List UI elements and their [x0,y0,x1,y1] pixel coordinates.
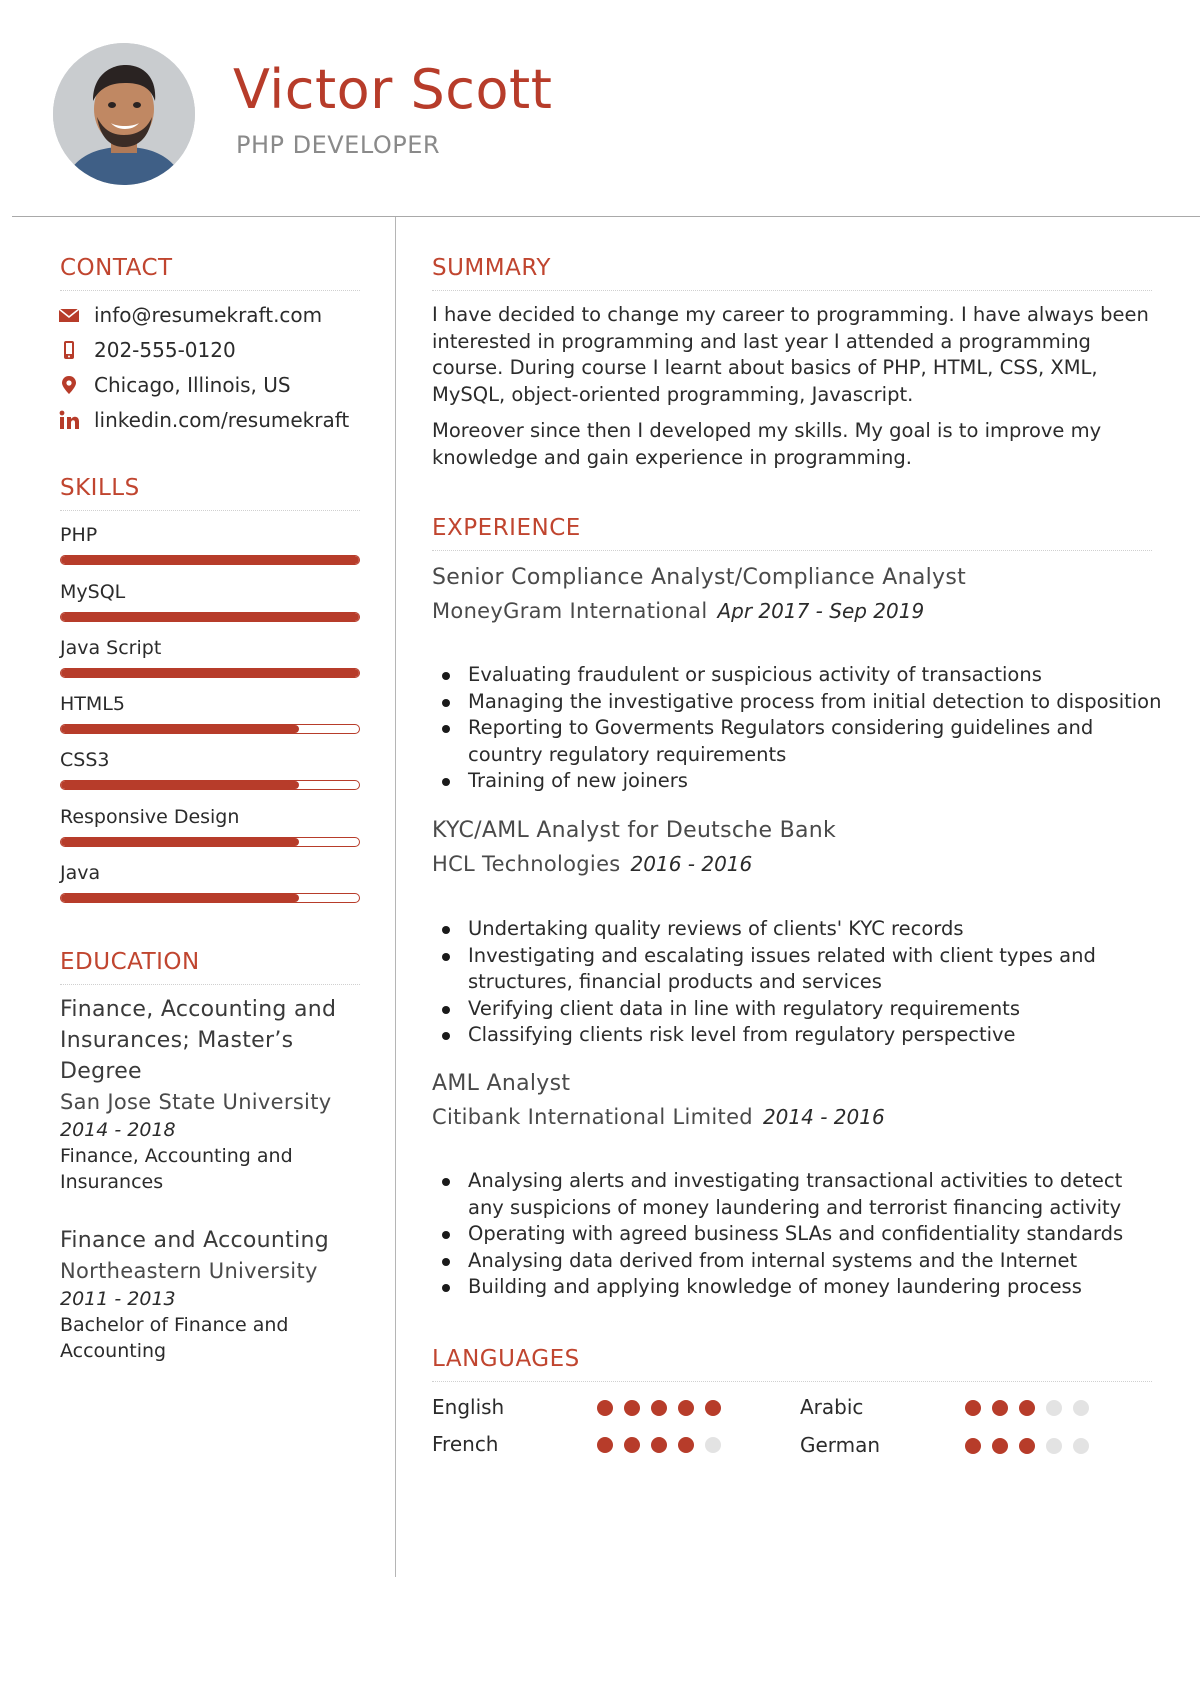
job-bullets [432,662,1162,795]
job-bullet: Analysing alerts and investigating transactional activities to detect any suspicions of money laundering and terrorist financing activity [432,1168,1162,1221]
rating-dot [624,1400,640,1416]
rating-dot [678,1400,694,1416]
skill-label: Java [60,862,101,884]
skills-heading: SKILLS [60,475,140,501]
rating-dot [624,1437,640,1453]
contact-phone-text: 202-555-0120 [94,338,236,362]
contact-email[interactable] [58,300,378,330]
language-name: French [432,1432,499,1456]
rating-dot [597,1437,613,1453]
rating-dot [651,1400,667,1416]
skill-bar [60,724,360,734]
skills-rule [60,510,360,511]
rating-dot [1019,1438,1035,1454]
contact-location-text: Chicago, Illinois, US [94,373,291,397]
skill-bar-fill [61,556,359,564]
education-description: Bachelor of Finance and Accounting [60,1314,289,1362]
skill-label: PHP [60,524,98,546]
job-bullet: Investigating and escalating issues related with client types and structures, financial products and services [432,943,1162,996]
rating-dot [1046,1400,1062,1416]
job-title: Senior Compliance Analyst/Compliance Analyst [432,565,967,590]
rating-dot [965,1400,981,1416]
education-description: Finance, Accounting and Insurances [60,1145,293,1193]
skill-bar [60,780,360,790]
phone-icon [58,340,80,360]
job-bullets [432,1168,1162,1301]
education-degree: Finance and Accounting [60,1228,329,1253]
job-dates: 2016 - 2016 [630,852,753,876]
job-bullet: Undertaking quality reviews of clients' KYC records [432,916,1162,943]
skill-item [60,580,360,630]
language-rating [965,1438,1100,1454]
language-item [800,1392,1140,1422]
skill-bar [60,555,360,565]
rating-dot [1073,1400,1089,1416]
skill-item [60,805,360,855]
language-name: English [432,1395,505,1419]
skill-item [60,523,360,573]
contact-email-text: info@resumekraft.com [94,303,323,327]
job-company-name: Citibank International Limited [432,1105,753,1129]
job-company [432,850,752,878]
education-rule [60,984,360,985]
skill-item [60,636,360,686]
job-bullet: Verifying client data in line with regulatory requirements [432,996,1162,1023]
profile-photo [53,43,195,185]
job-company-name: MoneyGram International [432,599,708,623]
education-heading: EDUCATION [60,949,200,975]
languages-rule [432,1381,1152,1382]
skill-item [60,692,360,742]
job-title: KYC/AML Analyst for Deutsche Bank [432,818,837,843]
experience-rule [432,550,1152,551]
summary-paragraph: I have decided to change my career to programming. I have always been interested in programming and last year I attended a programming course. During course I learnt about basics of PHP, HTML, CSS, XML, MySQL, object-oriented programming, Javascript. [432,303,1149,406]
education-degree: Finance, Accounting and Insurances; Master’s Degree [60,997,337,1084]
contact-rule [60,290,360,291]
language-item [800,1430,1140,1460]
skill-bar-fill [61,669,359,677]
job-company [432,597,924,625]
email-icon [58,305,80,325]
job-bullet: Operating with agreed business SLAs and confidentiality standards [432,1221,1162,1248]
job-dates: 2014 - 2016 [762,1105,885,1129]
skill-item [60,861,360,911]
rating-dot [1046,1438,1062,1454]
language-item [432,1392,772,1422]
linkedin-icon [58,410,80,430]
job-bullet: Managing the investigative process from initial detection to disposition [432,689,1162,716]
contact-heading: CONTACT [60,255,173,281]
skill-label: MySQL [60,581,126,603]
summary-paragraph: Moreover since then I developed my skills. My goal is to improve my knowledge and gain experience in programming. [432,419,1102,469]
job-bullet: Training of new joiners [432,768,1162,795]
skill-item [60,748,360,798]
skill-label: HTML5 [60,693,125,715]
skill-label: Java Script [60,637,162,659]
rating-dot [1019,1400,1035,1416]
language-name: Arabic [800,1395,864,1419]
job-bullets [432,916,1162,1049]
languages-heading: LANGUAGES [432,1346,580,1372]
rating-dot [992,1438,1008,1454]
candidate-role: PHP DEVELOPER [236,131,441,159]
column-divider [395,217,396,1577]
skill-bar [60,893,360,903]
summary-rule [432,290,1152,291]
rating-dot [678,1437,694,1453]
location-icon [58,375,80,395]
contact-linkedin-text: linkedin.com/resumekraft [94,408,350,432]
job-bullet: Classifying clients risk level from regulatory perspective [432,1022,1162,1049]
job-title: AML Analyst [432,1071,571,1096]
education-years: 2011 - 2013 [60,1288,176,1310]
language-rating [965,1400,1100,1416]
skill-label: CSS3 [60,749,110,771]
rating-dot [965,1438,981,1454]
rating-dot [1073,1438,1089,1454]
job-bullet: Evaluating fraudulent or suspicious activity of transactions [432,662,1162,689]
skill-bar [60,668,360,678]
experience-heading: EXPERIENCE [432,515,581,541]
language-item [432,1429,772,1459]
skill-bar-fill [61,894,299,902]
job-company-name: HCL Technologies [432,852,621,876]
language-name: German [800,1433,881,1457]
job-bullet: Analysing data derived from internal systems and the Internet [432,1248,1162,1275]
skill-bar-fill [61,725,299,733]
skill-bar [60,837,360,847]
skill-label: Responsive Design [60,806,240,828]
education-entry [60,994,380,1195]
skill-bar [60,612,360,622]
education-years: 2014 - 2018 [60,1119,176,1141]
education-school: Northeastern University [60,1259,318,1283]
job-bullet: Building and applying knowledge of money laundering process [432,1274,1162,1301]
header-divider [12,216,1200,217]
summary-heading: SUMMARY [432,255,551,281]
rating-dot [597,1400,613,1416]
rating-dot [651,1437,667,1453]
job-dates: Apr 2017 - Sep 2019 [717,599,925,623]
candidate-name: Victor Scott [233,58,553,121]
contact-phone[interactable] [58,335,378,365]
education-entry [60,1225,380,1364]
job-company [432,1103,885,1131]
contact-linkedin[interactable] [58,405,378,435]
education-school: San Jose State University [60,1090,332,1114]
rating-dot [705,1437,721,1453]
language-rating [597,1437,732,1453]
language-rating [597,1400,732,1416]
job-bullet: Reporting to Goverments Regulators considering guidelines and country regulatory requirements [432,715,1162,768]
skill-bar-fill [61,838,299,846]
rating-dot [992,1400,1008,1416]
rating-dot [705,1400,721,1416]
skill-bar-fill [61,613,359,621]
skill-bar-fill [61,781,299,789]
contact-location [58,370,378,400]
resume-header [0,0,1200,218]
